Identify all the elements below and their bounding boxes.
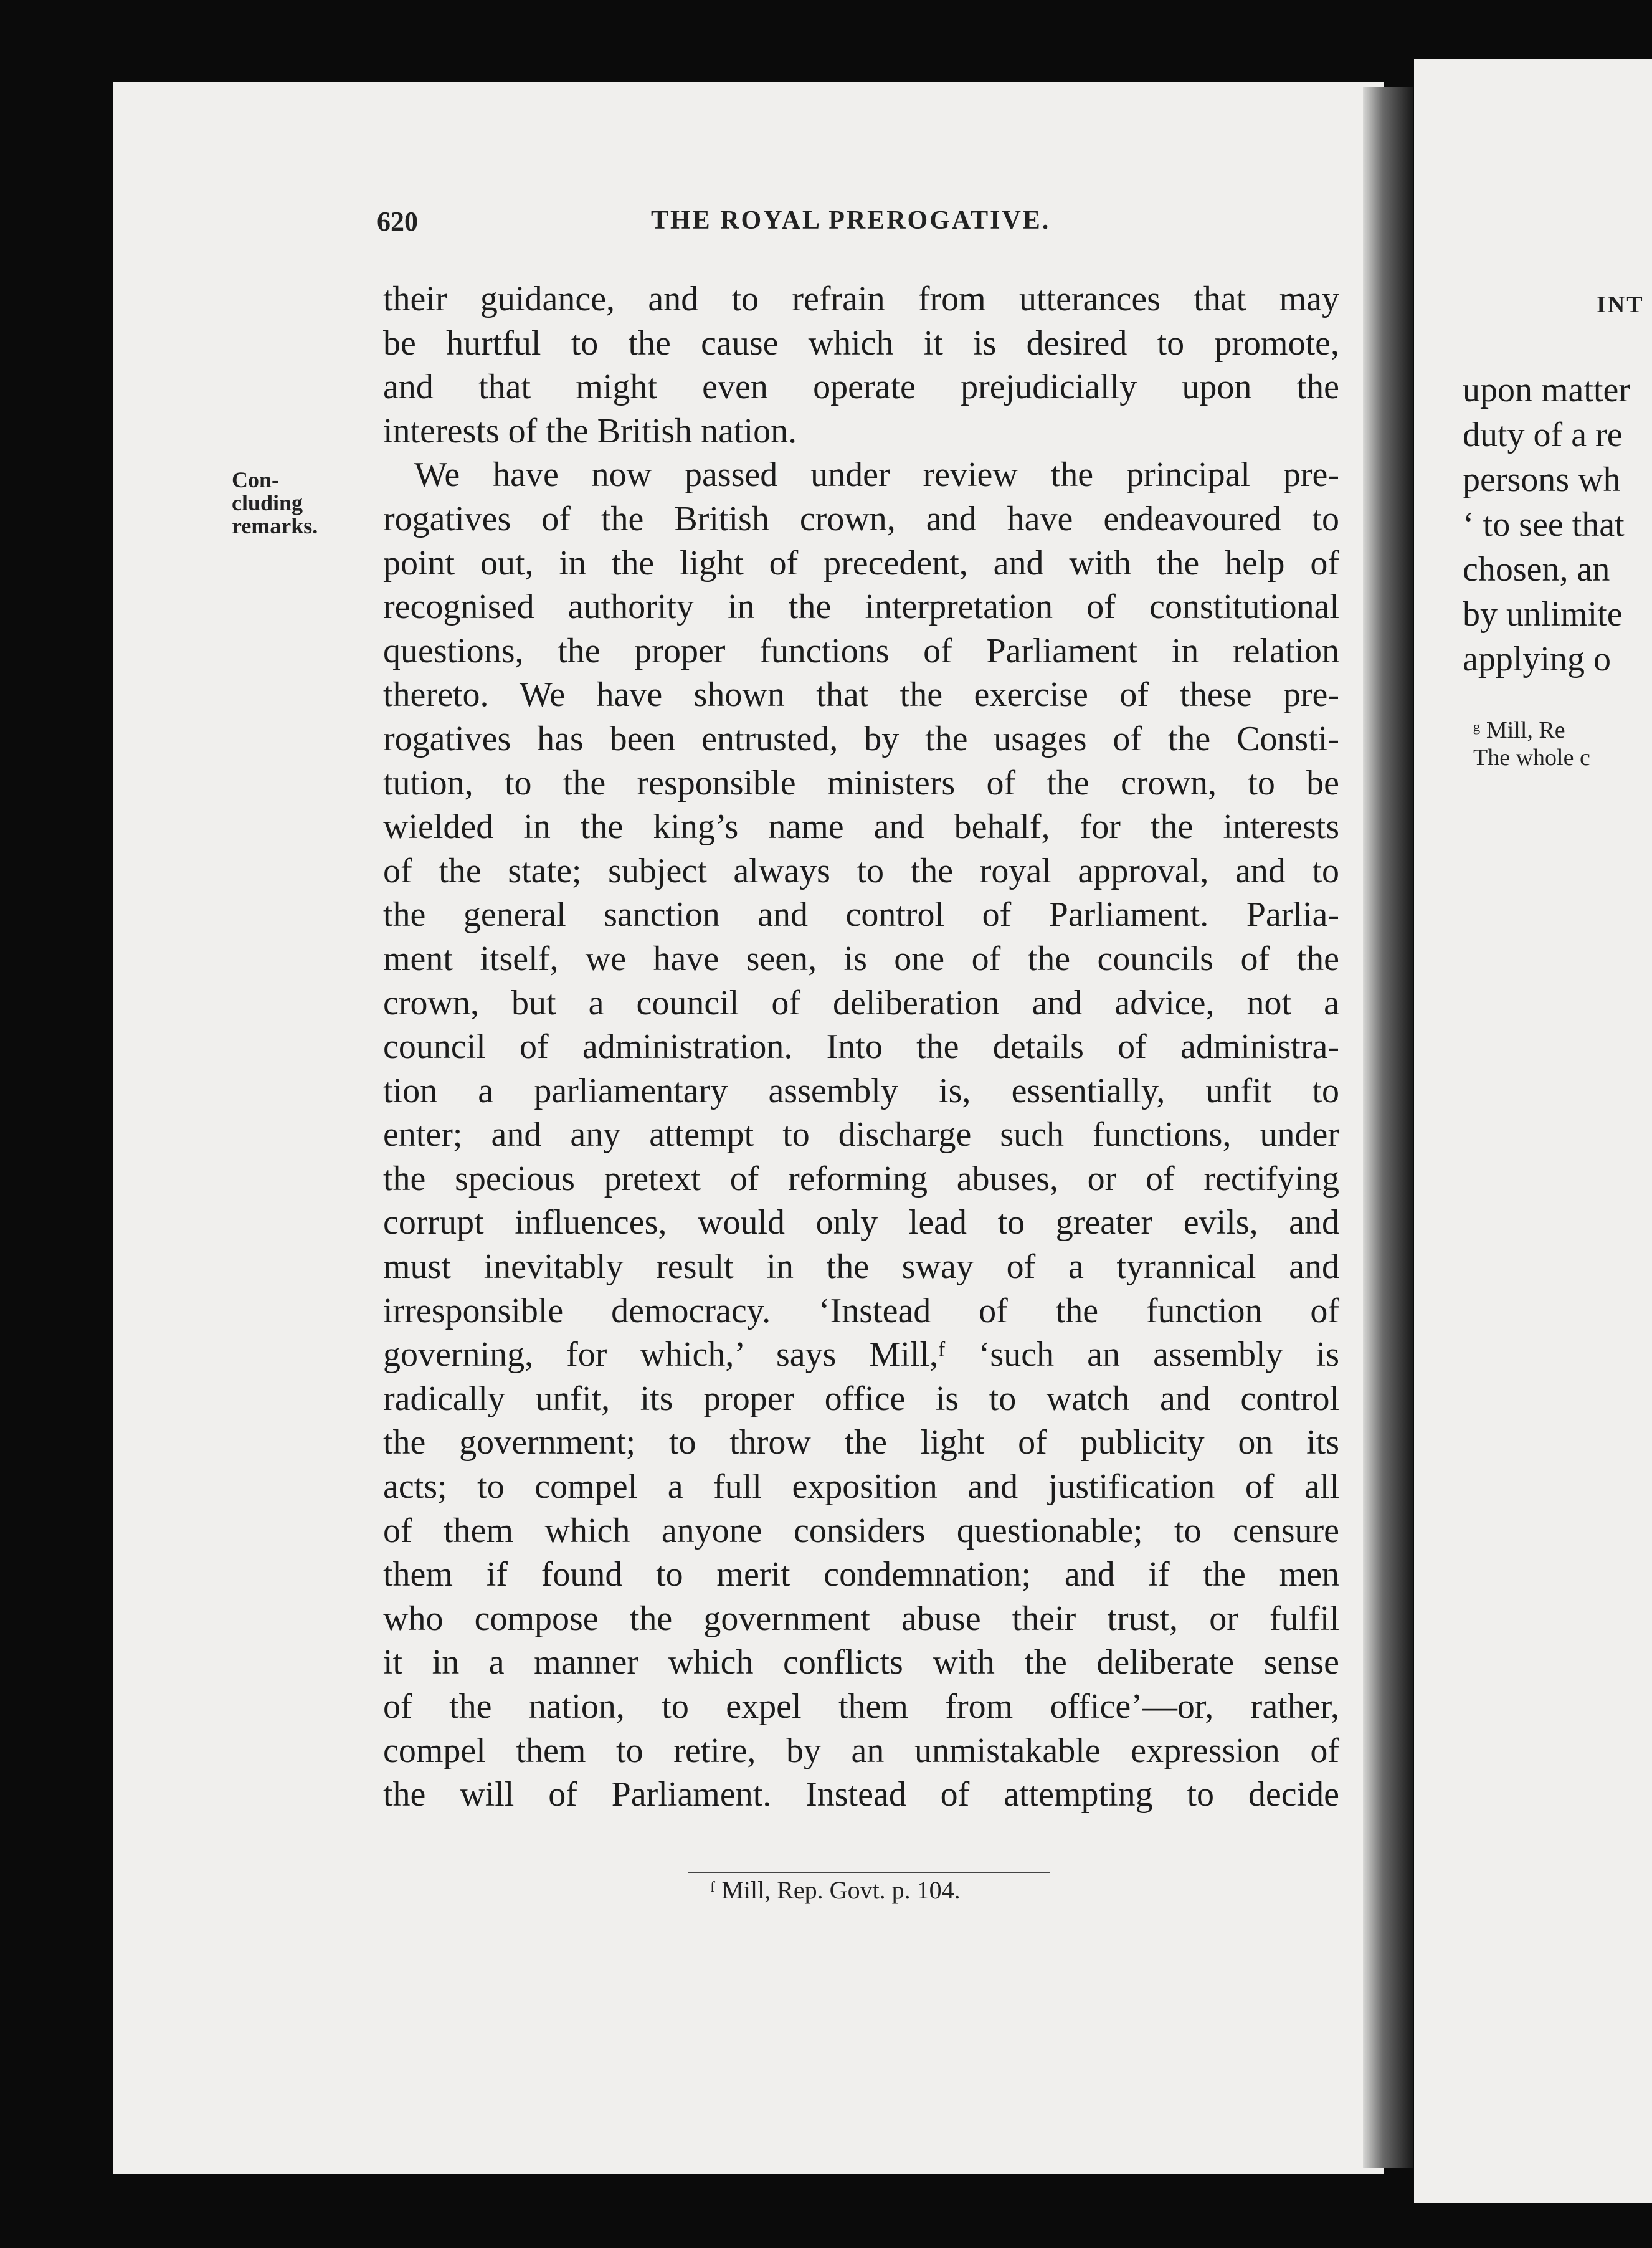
right-text-line: duty of a re	[1463, 416, 1623, 454]
right-footnote	[1473, 717, 1590, 771]
text-line: and that might even operate prejudicially upon the	[383, 368, 1339, 407]
margin-sidenote	[232, 469, 356, 538]
right-text-line: applying o	[1463, 640, 1611, 679]
text-line: the specious pretext of reforming abuses, or of rectifying	[383, 1159, 1339, 1198]
footnote-rule	[688, 1872, 1050, 1873]
right-page	[1414, 59, 1652, 2203]
text-line: corrupt influences, would only lead to greater evils, and	[383, 1203, 1339, 1242]
running-head: THE ROYAL PREROGATIVE.	[651, 206, 1051, 235]
text-line: enter; and any attempt to discharge such functions, under	[383, 1115, 1339, 1155]
text-line: ment itself, we have seen, is one of the councils of the	[383, 939, 1339, 978]
text-line: acts; to compel a full exposition and justification of all	[383, 1467, 1339, 1507]
text-line: it in a manner which conflicts with the deliberate sense	[383, 1643, 1339, 1682]
text-line: the will of Parliament. Instead of attempting to decide	[383, 1775, 1339, 1814]
footnote: ᶠ Mill, Rep. Govt. p. 104.	[710, 1876, 961, 1904]
right-text-line: persons wh	[1463, 460, 1621, 499]
text-line: thereto. We have shown that the exercise of these pre-	[383, 675, 1339, 715]
right-text-line: upon matter	[1463, 371, 1631, 409]
text-line: be hurtful to the cause which it is desired to promote,	[383, 323, 1339, 363]
text-line: wielded in the king’s name and behalf, for the interests	[383, 807, 1339, 847]
text-line: the government; to throw the light of publicity on its	[383, 1423, 1339, 1462]
body-text	[383, 277, 1339, 1817]
sidenote-line: remarks.	[232, 513, 318, 538]
text-line: radically unfit, its proper office is to watch and control	[383, 1379, 1339, 1418]
text-line: tion a parliamentary assembly is, essentially, unfit to	[383, 1071, 1339, 1110]
page-number: 620	[377, 206, 418, 237]
right-text-line: ‘ to see that	[1463, 505, 1625, 544]
text-line: rogatives of the British crown, and have endeavoured to	[383, 499, 1339, 538]
right-footnote-line: ᵍ Mill, Re	[1473, 717, 1565, 743]
text-line: of the state; subject always to the royal approval, and to	[383, 851, 1339, 890]
text-line: of them which anyone considers questionable; to censure	[383, 1511, 1339, 1550]
text-line: must inevitably result in the sway of a tyrannical and	[383, 1247, 1339, 1287]
right-running-head: INT	[1597, 292, 1645, 318]
book-gutter	[1363, 87, 1413, 2168]
text-line: We have now passed under review the principal pre-	[414, 455, 1339, 495]
text-line: interests of the British nation.	[383, 411, 797, 450]
text-line: who compose the government abuse their trust, or fulfil	[383, 1599, 1339, 1638]
right-body-text	[1463, 368, 1630, 682]
text-line: their guidance, and to refrain from utterances that may	[383, 280, 1339, 318]
text-line: them if found to merit condemnation; and if the men	[383, 1555, 1339, 1594]
text-line: questions, the proper functions of Parliament in relation	[383, 631, 1339, 670]
right-footnote-line: The whole c	[1473, 745, 1590, 771]
text-line: crown, but a council of deliberation and advice, not a	[383, 983, 1339, 1022]
text-line: point out, in the light of precedent, and with the help of	[383, 543, 1339, 583]
text-line: compel them to retire, by an unmistakable expression of	[383, 1731, 1339, 1770]
text-line: recognised authority in the interpretation of constitutional	[383, 588, 1339, 627]
right-text-line: chosen, an	[1463, 550, 1610, 589]
text-line: council of administration. Into the details of administra-	[383, 1027, 1339, 1067]
text-line: of the nation, to expel them from office’—or, rather,	[383, 1687, 1339, 1726]
text-line: irresponsible democracy. ‘Instead of the function of	[383, 1291, 1339, 1330]
text-line: the general sanction and control of Parliament. Parlia-	[383, 895, 1339, 935]
text-line: tution, to the responsible ministers of the crown, to be	[383, 763, 1339, 803]
sidenote-line: cluding	[232, 490, 303, 515]
text-line: governing, for which,’ says Mill,ᶠ ‘such an assembly is	[383, 1335, 1339, 1374]
text-line: rogatives has been entrusted, by the usages of the Consti-	[383, 719, 1339, 758]
right-text-line: by unlimite	[1463, 595, 1623, 634]
sidenote-line: Con-	[232, 467, 280, 492]
